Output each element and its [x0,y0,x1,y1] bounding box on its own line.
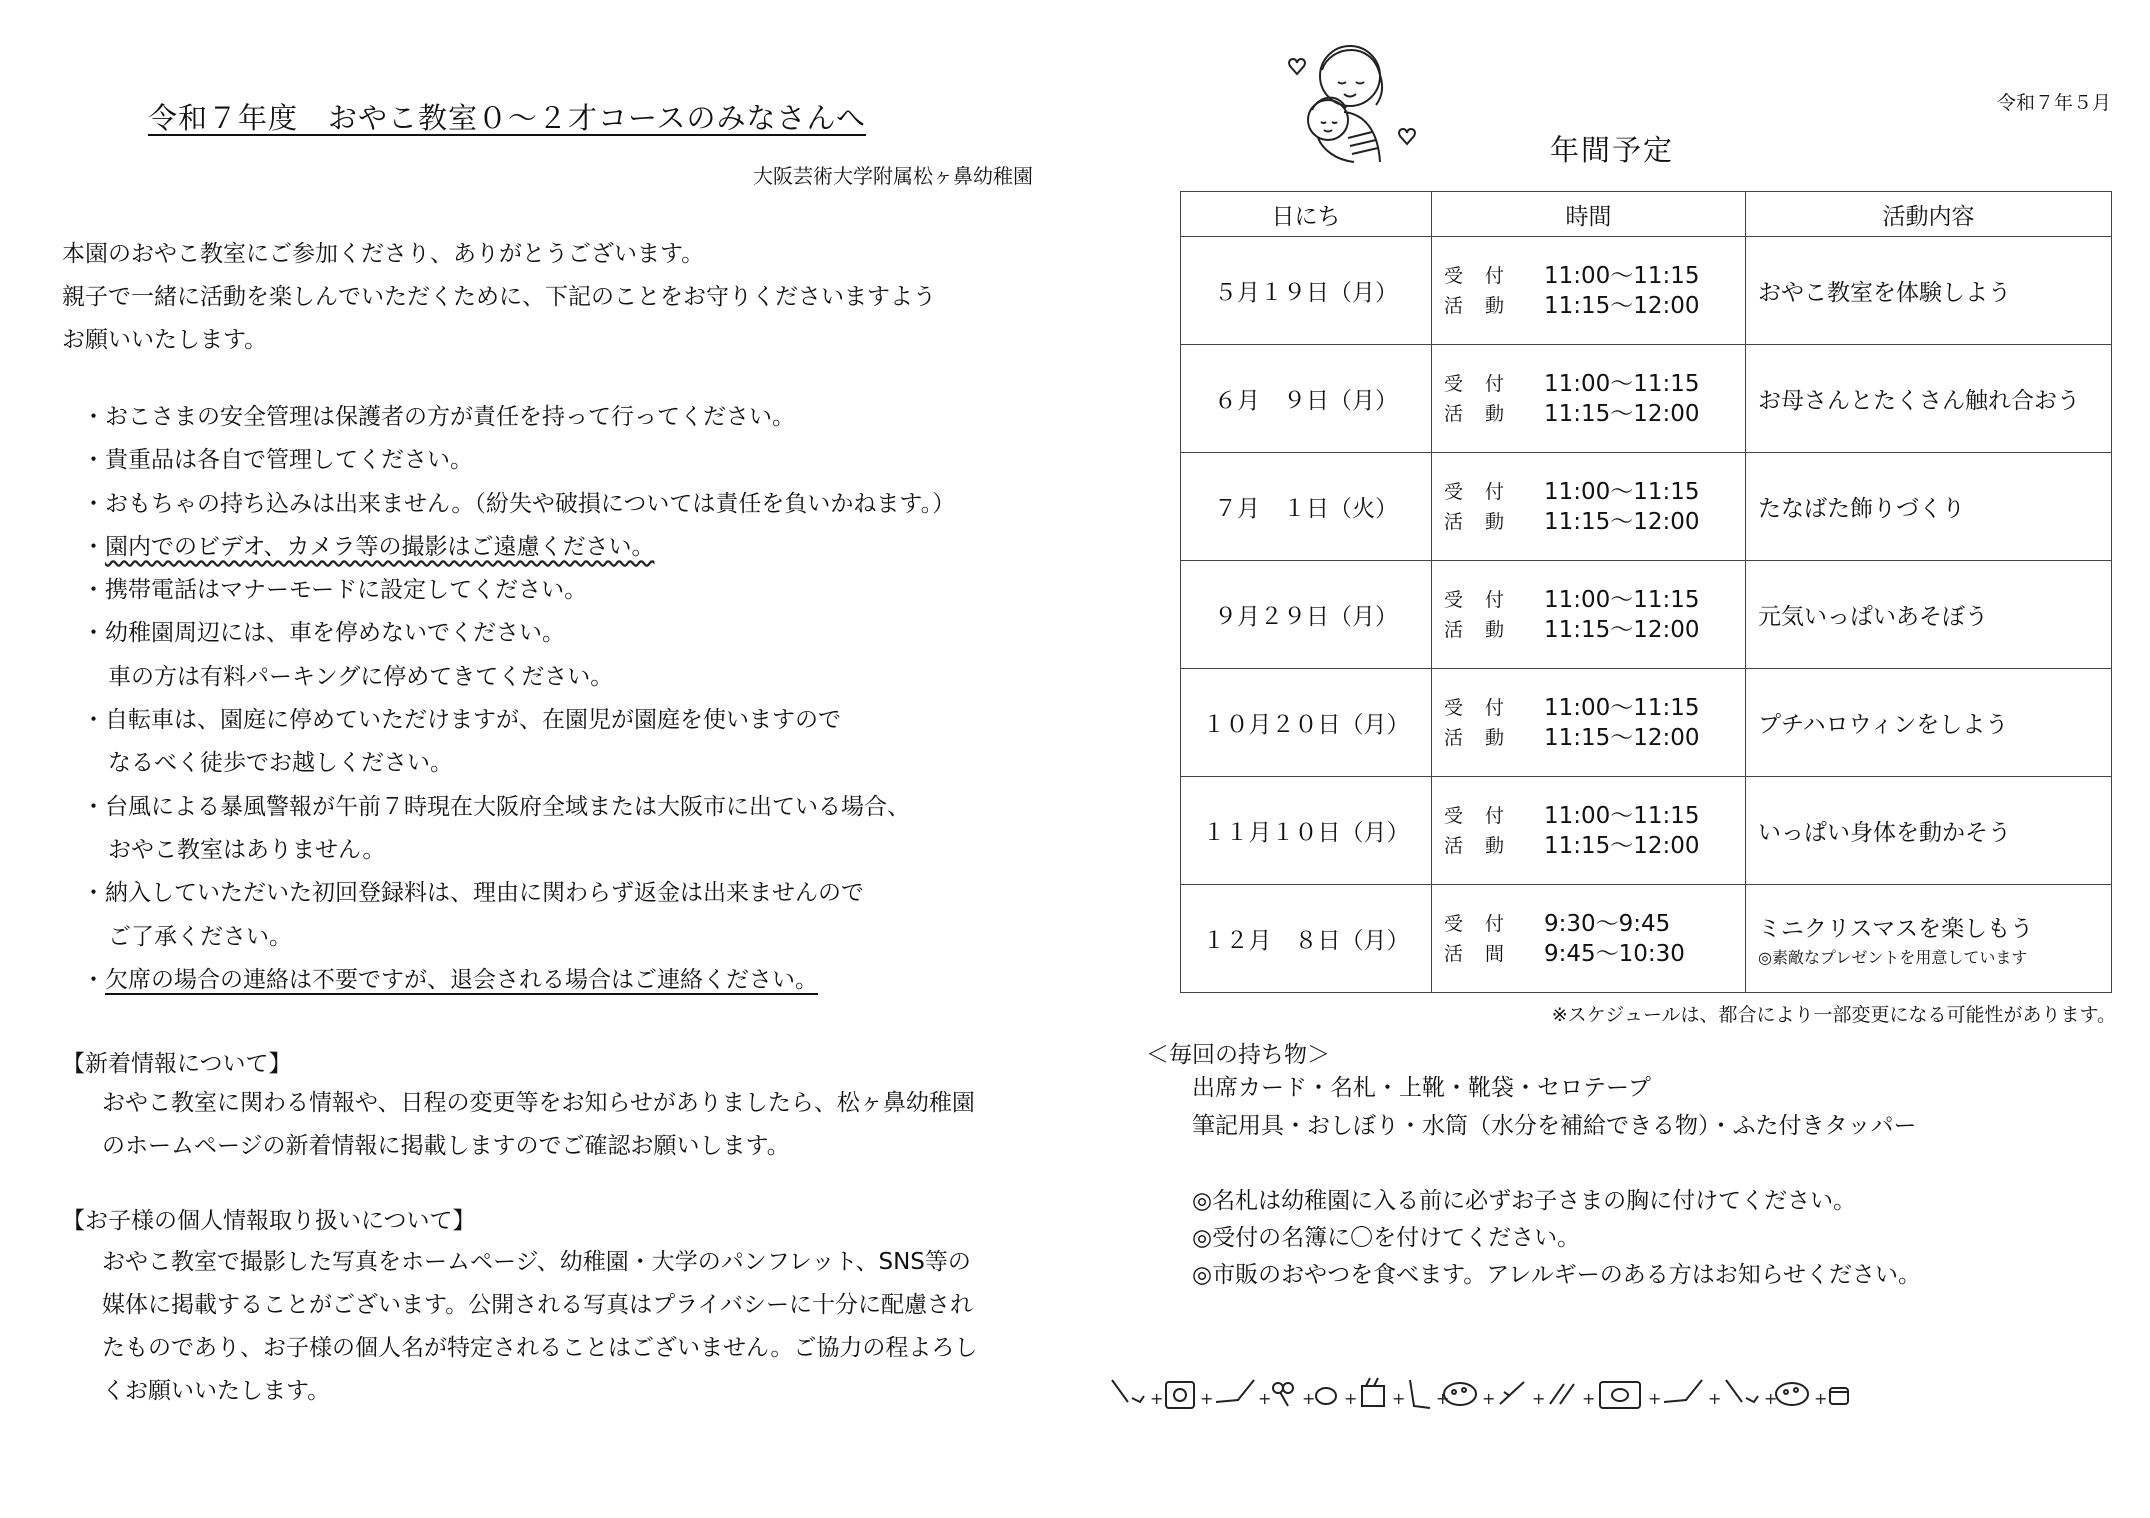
reception-time: 11:00～11:15 [1544,262,1700,289]
activity-note: ◎素敵なプレゼントを用意しています [1758,947,2028,967]
schedule-activity [1746,777,2112,885]
svg-text:+: + [1814,1389,1828,1408]
reception-time: 11:00～11:15 [1544,586,1700,613]
notice-item: ◎名札は幼稚園に入る前に必ずお子さまの胸に付けてください。 [1192,1188,1857,1214]
activity-label: 活 動 [1444,618,1513,641]
schedule-activity [1746,237,2112,345]
schedule-time [1432,345,1746,453]
intro-line: お願いいたします。 [62,327,268,353]
activity-text: お母さんとたくさん触れ合おう [1758,388,2080,414]
notices-list [1192,1183,1921,1294]
svg-text:+: + [1392,1389,1406,1408]
rule-item: ・納入していただいた初回登録料は、理由に関わらず返金は出来ませんので [82,880,864,907]
rule-item: ・おこさまの安全管理は保護者の方が責任を持って行ってください。 [82,404,795,430]
rule-item: ・貴重品は各自で管理してください。 [82,447,473,474]
activity-label: 活 間 [1444,942,1513,965]
schedule-row [1181,561,2112,669]
activity-label: 活 動 [1444,834,1513,857]
activity-time: 11:15～12:00 [1544,400,1700,427]
schedule-row [1181,777,2112,885]
activity-text: プチハロウィンをしよう [1758,712,2009,738]
privacy-line: おやこ教室で撮影した写真をホームページ、幼稚園・大学のパンフレット、SNS等の [102,1249,971,1275]
schedule-row [1181,453,2112,561]
rule-emphasis: 園内でのビデオ、カメラ等の撮影はご遠慮ください。 [105,533,655,560]
activity-text: おやこ教室を体験しよう [1758,280,2011,306]
svg-text:+: + [1482,1389,1496,1408]
svg-text:+: + [1200,1389,1214,1408]
reception-label: 受 付 [1444,372,1513,395]
rule-item: ・自転車は、園庭に停めていただけますが、在園児が園庭を使いますので [82,707,841,734]
column-header-time: 時間 [1432,192,1746,237]
svg-text:+: + [1648,1389,1662,1408]
activity-text: ミニクリスマスを楽しもう [1758,915,2034,942]
schedule-date: １０月２０日（月） [1181,669,1432,777]
activity-time: 9:45～10:30 [1544,940,1685,967]
rule-continuation: 車の方は有料パーキングに停めてきてください。 [108,663,614,690]
activity-text: いっぱい身体を動かそう [1758,820,2011,846]
schedule-date: １２月 ８日（月） [1181,885,1432,993]
schedule-row [1181,885,2112,993]
schedule-date: ７月 １日（火） [1181,453,1432,561]
rule-bullet: ・ [82,533,105,560]
schedule-time [1432,237,1746,345]
activity-time: 11:15～12:00 [1544,832,1700,859]
rule-continuation: ご了承ください。 [108,923,292,950]
schedule-row [1181,345,2112,453]
organization-name: 大阪芸術大学附属松ヶ鼻幼稚園 [753,164,1033,188]
schedule-row [1181,669,2112,777]
schedule-time [1432,561,1746,669]
activity-time: 11:15～12:00 [1544,724,1700,751]
reception-time: 9:30～9:45 [1544,910,1671,937]
svg-text:+: + [1582,1389,1596,1408]
column-header-activity: 活動内容 [1746,192,2112,237]
rule-continuation: おやこ教室はありません。 [108,836,386,863]
schedule-activity [1746,669,2112,777]
rule-item: ・幼稚園周辺には、車を停めないでください。 [82,620,565,647]
svg-text:+: + [1258,1389,1272,1408]
schedule-title: 年間予定 [1550,133,1675,167]
schedule-note: ※スケジュールは、都合により一部変更になる可能性があります。 [1551,1004,2116,1026]
activity-label: 活 動 [1444,402,1513,425]
privacy-line: たものであり、お子様の個人名が特定されることはございません。ご協力の程よろし [102,1335,978,1361]
rule-item: ・携帯電話はマナーモードに設定してください。 [82,577,588,604]
rule-bullet: ・ [82,966,105,993]
privacy-line: 媒体に掲載することがございます。公開される写真はプライバシーに十分に配慮され [102,1292,974,1318]
svg-text:+: + [1344,1389,1358,1408]
activity-label: 活 動 [1444,726,1513,749]
reception-label: 受 付 [1444,696,1513,719]
privacy-heading: 【お子様の個人情報取り扱いについて】 [62,1208,476,1234]
schedule-activity [1746,345,2112,453]
page-title: 令和７年度 おやこ教室０～２才コースのみなさんへ [148,101,866,135]
news-body [102,1082,975,1168]
svg-text:+: + [1532,1389,1546,1408]
rule-item: ・台風による暴風警報が午前７時現在大阪府全域または大阪市に出ている場合、 [82,793,910,820]
rule-item [82,526,955,569]
schedule-date: ９月２９日（月） [1181,561,1432,669]
rule-underlined: 欠席の場合の連絡は不要ですが、退会される場合はご連絡ください。 [105,966,818,993]
privacy-body [102,1241,977,1413]
schedule-activity [1746,885,2112,993]
reception-label: 受 付 [1444,912,1513,935]
intro-paragraph [62,233,936,362]
notice-item: ◎受付の名簿に〇を付けてください。 [1192,1225,1581,1251]
rule-continuation: なるべく徒歩でお越しください。 [108,750,453,777]
svg-text:+: + [1150,1389,1164,1408]
rule-item: ・おもちゃの持ち込みは出来ません。（紛失や破損については責任を負いかねます。） [82,490,956,517]
reception-time: 11:00～11:15 [1544,370,1700,397]
activity-time: 11:15～12:00 [1544,508,1700,535]
news-heading: 【新着情報について】 [62,1051,292,1077]
reception-time: 11:00～11:15 [1544,694,1700,721]
schedule-time [1432,777,1746,885]
reception-label: 受 付 [1444,804,1513,827]
svg-text:+: + [1708,1389,1722,1408]
reception-label: 受 付 [1444,588,1513,611]
notice-item: ◎市販のおやつを食べます。アレルギーのある方はお知らせください。 [1192,1262,1922,1288]
document-date: 令和７年５月 [1997,92,2112,114]
reception-time: 11:00～11:15 [1544,802,1700,829]
schedule-time [1432,669,1746,777]
schedule-table [1180,191,2112,993]
news-line: おやこ教室に関わる情報や、日程の変更等をお知らせがありましたら、松ヶ鼻幼稚園 [102,1090,975,1116]
schedule-date: ５月１９日（月） [1181,237,1432,345]
activity-time: 11:15～12:00 [1544,292,1700,319]
news-line: のホームページの新着情報に掲載しますのでご確認お願いします。 [102,1133,790,1159]
schedule-activity [1746,453,2112,561]
rules-list [82,396,955,1002]
schedule-header-row [1181,192,2112,237]
reception-label: 受 付 [1444,264,1513,287]
belongings-list [1192,1069,1917,1145]
column-header-date: 日にち [1181,192,1432,237]
schedule-date: １１月１０日（月） [1181,777,1432,885]
parent-child-illustration [1278,38,1423,178]
svg-text:+: + [1302,1389,1316,1408]
rule-item [82,959,955,1002]
schedule-row [1181,237,2112,345]
activity-label: 活 動 [1444,294,1513,317]
schedule-activity [1746,561,2112,669]
svg-text:+: + [1436,1389,1450,1408]
activity-text: たなばた飾りづくり [1758,496,1965,522]
belongings-item: 筆記用具・おしぼり・水筒（水分を補給できる物）・ふた付きタッパー [1192,1113,1917,1139]
belongings-heading: ＜毎回の持ち物＞ [1146,1042,1330,1068]
reception-label: 受 付 [1444,480,1513,503]
activity-text: 元気いっぱいあそぼう [1758,604,1988,630]
activity-label: 活 動 [1444,510,1513,533]
activity-time: 11:15～12:00 [1544,616,1700,643]
schedule-time [1432,885,1746,993]
belongings-item: 出席カード・名札・上靴・靴袋・セロテープ [1192,1075,1651,1101]
schedule-date: ６月 ９日（月） [1181,345,1432,453]
privacy-line: くお願いいたします。 [102,1378,331,1404]
reception-time: 11:00～11:15 [1544,478,1700,505]
intro-line: 親子で一緒に活動を楽しんでいただくために、下記のことをお守りくださいますよう [62,284,936,310]
svg-text:+: + [1764,1389,1778,1408]
schedule-time [1432,453,1746,561]
intro-line: 本園のおやこ教室にご参加くださり、ありがとうございます。 [62,241,705,267]
art-supplies-decoration [1108,1370,2088,1420]
